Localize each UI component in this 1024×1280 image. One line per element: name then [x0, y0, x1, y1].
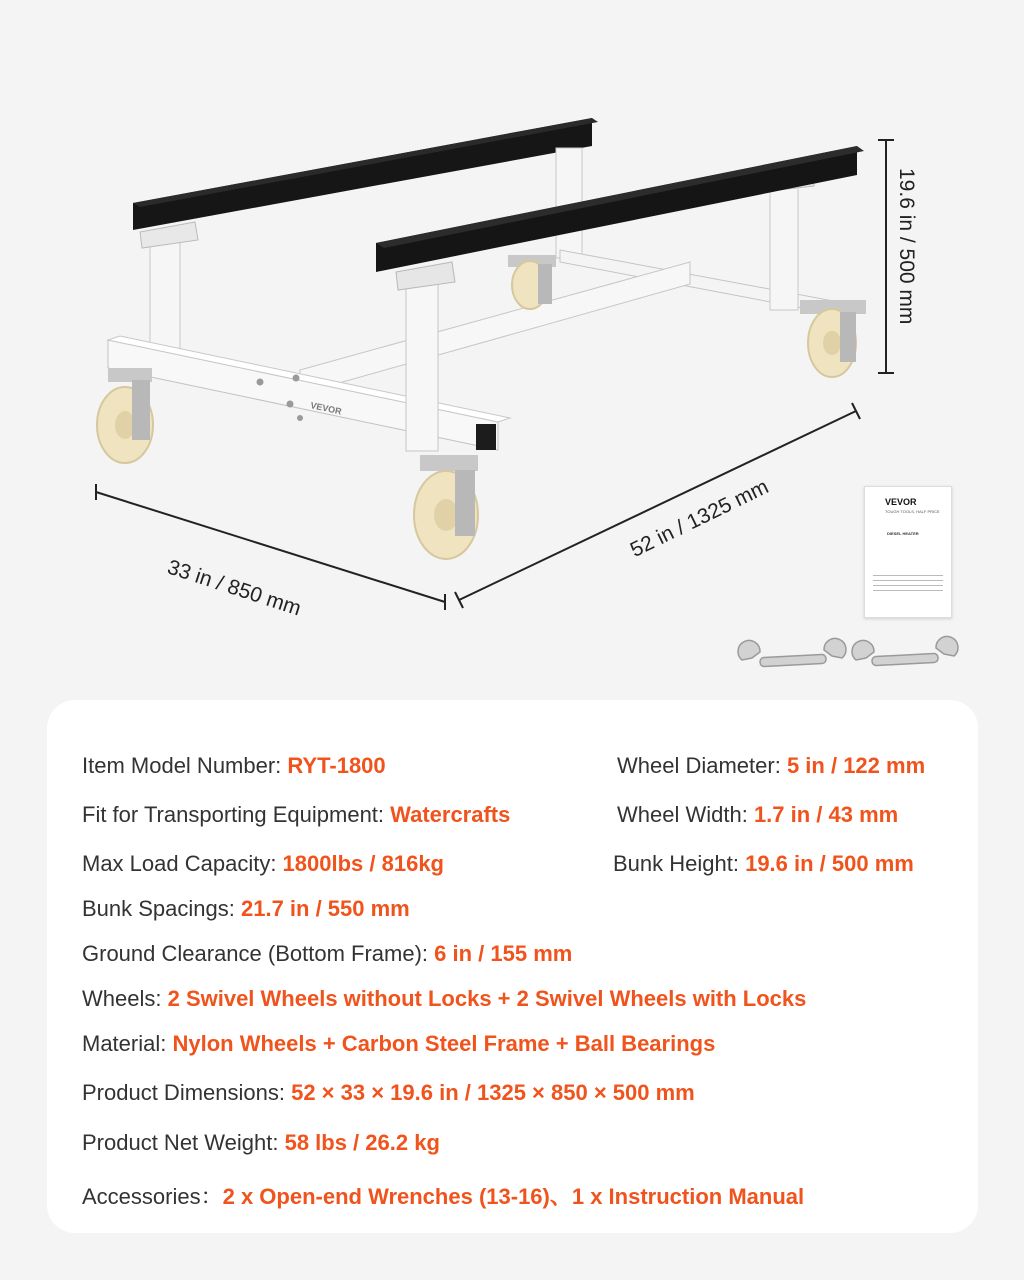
manual-tagline: TOUGH TOOLS, HALF PRICE: [885, 509, 940, 514]
dimension-width-label: 33 in / 850 mm: [164, 555, 304, 621]
spec-fit: Fit for Transporting Equipment: Watercrafts: [82, 802, 511, 827]
manual-text-line: [873, 575, 943, 576]
frame-front-crossbar: [108, 340, 498, 450]
spec-accessories: Accessories：2 x Open-end Wrenches (13-16)、1 x Instruction Manual: [82, 1184, 805, 1209]
product-brand-stamp: VEVOR: [309, 400, 343, 417]
wheel-front-right: [414, 455, 478, 559]
spec-weight: Product Net Weight: 58 lbs / 26.2 kg: [82, 1130, 440, 1155]
dimension-length-line: [455, 403, 860, 608]
manual-title: DIESEL HEATER: [887, 531, 919, 536]
spec-card: [47, 700, 978, 1233]
spec-wheel-diameter: Wheel Diameter: 5 in / 122 mm: [617, 753, 926, 778]
spec-wheel-width: Wheel Width: 1.7 in / 43 mm: [617, 802, 899, 827]
spec-bunk-spacing: Bunk Spacings: 21.7 in / 550 mm: [82, 896, 410, 921]
manual-brand: VEVOR: [885, 497, 917, 507]
wrench-icon: [738, 639, 846, 667]
dimension-length-label: 52 in / 1325 mm: [626, 475, 773, 562]
manual-text-line: [873, 590, 943, 591]
upright-back-left: [150, 230, 180, 350]
dimension-height-line: [878, 140, 894, 373]
spec-material: Material: Nylon Wheels + Carbon Steel Frame + Ball Bearings: [82, 1031, 716, 1056]
spec-wheels: Wheels: 2 Swivel Wheels without Locks + 2 Swivel Wheels with Locks: [82, 986, 807, 1011]
wheel-back-center: [508, 255, 556, 309]
dimension-height-label: 19.6 in / 500 mm: [895, 168, 918, 325]
spec-clearance: Ground Clearance (Bottom Frame): 6 in / 155 mm: [82, 941, 573, 966]
upright-front: [406, 275, 438, 451]
spec-dimensions: Product Dimensions: 52 × 33 × 19.6 in / 1325 × 850 × 500 mm: [82, 1080, 695, 1105]
spec-capacity: Max Load Capacity: 1800lbs / 816kg: [82, 851, 444, 876]
spec-bunk-height: Bunk Height: 19.6 in / 500 mm: [613, 851, 914, 876]
instruction-manual: [864, 486, 952, 618]
frame-center-beam: [300, 262, 690, 394]
manual-text-line: [873, 580, 943, 581]
spec-model: Item Model Number: RYT-1800: [82, 753, 386, 778]
wheel-front-left: [97, 368, 153, 463]
wheel-back-right: [800, 300, 866, 377]
wrench-icon: [852, 637, 958, 666]
manual-text-line: [873, 585, 943, 586]
